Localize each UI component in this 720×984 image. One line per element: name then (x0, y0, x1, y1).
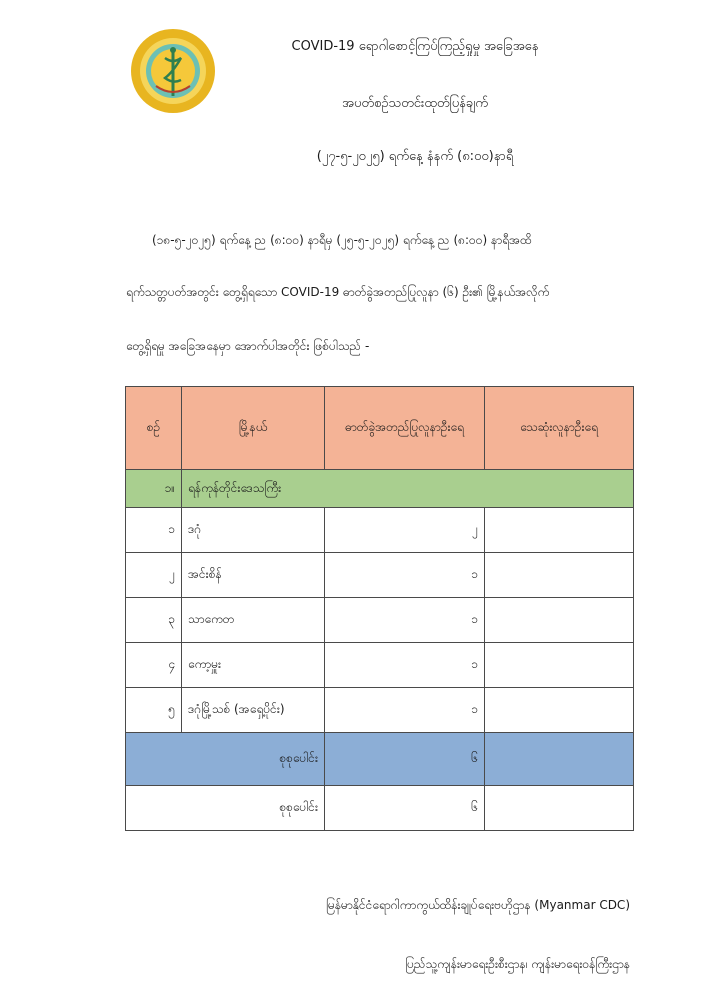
row-number: ၅ (126, 688, 182, 733)
row-township: ကော့မှူး (182, 643, 325, 688)
row-township: သာကေတ (182, 598, 325, 643)
report-subtitle: အပတ်စဉ်သတင်းထုတ်ပြန်ချက် (342, 96, 488, 111)
table-row (126, 553, 634, 598)
table-row (126, 688, 634, 733)
report-title: COVID-19 ရောဂါစောင့်ကြပ်ကြည့်ရှုမှု အခြေအနေ (291, 39, 539, 54)
row-number: ၄ (126, 643, 182, 688)
header-confirmed: ဓာတ်ခွဲအတည်ပြုလူနာဦးရေ (325, 387, 485, 470)
footer-department: ပြည်သူ့ကျန်းမာရေးဦးစီးဌာန၊ ကျန်းမာရေးဝန်ကြီးဌာန (405, 957, 630, 971)
footer-agency: မြန်မာနိုင်ငံရောဂါကာကွယ်ထိန်းချုပ်ရေးဗဟိုဌာန (Myanmar CDC) (325, 898, 630, 912)
report-date: (၂၇-၅-၂၀၂၅) ရက်နေ့ နံနက် (၈:၀၀)နာရီ (316, 149, 514, 164)
row-township: ဒဂုံမြို့သစ် (အရှေ့ပိုင်း) (182, 688, 325, 733)
intro-line-3: တွေ့ရှိရမှု အခြေအနေမှာ အောက်ပါအတိုင်း ဖြစ်ပါသည် - (126, 339, 370, 353)
total-label: စုစုပေါင်း (126, 786, 325, 831)
row-confirmed: ၁ (325, 553, 485, 598)
row-deaths (485, 553, 634, 598)
row-number: ၃ (126, 598, 182, 643)
header-serial: စဉ် (126, 387, 182, 470)
cases-table (125, 386, 634, 831)
subtotal-row (126, 733, 634, 786)
row-confirmed: ၂ (325, 508, 485, 553)
table-header-row (126, 387, 634, 470)
ministry-of-health-logo (130, 28, 216, 114)
region-name: ရန်ကုန်တိုင်းဒေသကြီး (182, 470, 634, 508)
subtotal-deaths (485, 733, 634, 786)
header-township: မြို့နယ် (182, 387, 325, 470)
header-deaths: သေဆုံးလူနာဦးရေ (485, 387, 634, 470)
table-row (126, 643, 634, 688)
row-deaths (485, 598, 634, 643)
table-row (126, 598, 634, 643)
region-row (126, 470, 634, 508)
row-confirmed: ၁ (325, 688, 485, 733)
total-confirmed: ၆ (325, 786, 485, 831)
total-row (126, 786, 634, 831)
row-deaths (485, 688, 634, 733)
intro-line-2: ရက်သတ္တပတ်အတွင်း တွေ့ရှိရသော COVID-19 ဓာတ်ခွဲအတည်ပြုလူနာ (၆) ဦး၏ မြို့နယ်အလိုက် (126, 285, 550, 299)
row-township: အင်းစိန် (182, 553, 325, 598)
row-township: ဒဂုံ (182, 508, 325, 553)
row-confirmed: ၁ (325, 643, 485, 688)
row-deaths (485, 643, 634, 688)
total-deaths (485, 786, 634, 831)
intro-line-1: (၁၈-၅-၂၀၂၅) ရက်နေ့ ည (၈:၀၀) နာရီမှ (၂၅-၅-၂၀၂၅) ရက်နေ့ ည (၈:၀၀) နာရီအထိ (152, 233, 532, 247)
row-number: ၂ (126, 553, 182, 598)
region-index: ၁။ (126, 470, 182, 508)
row-confirmed: ၁ (325, 598, 485, 643)
subtotal-confirmed: ၆ (325, 733, 485, 786)
subtotal-label: စုစုပေါင်း (126, 733, 325, 786)
table-row (126, 508, 634, 553)
row-deaths (485, 508, 634, 553)
row-number: ၁ (126, 508, 182, 553)
